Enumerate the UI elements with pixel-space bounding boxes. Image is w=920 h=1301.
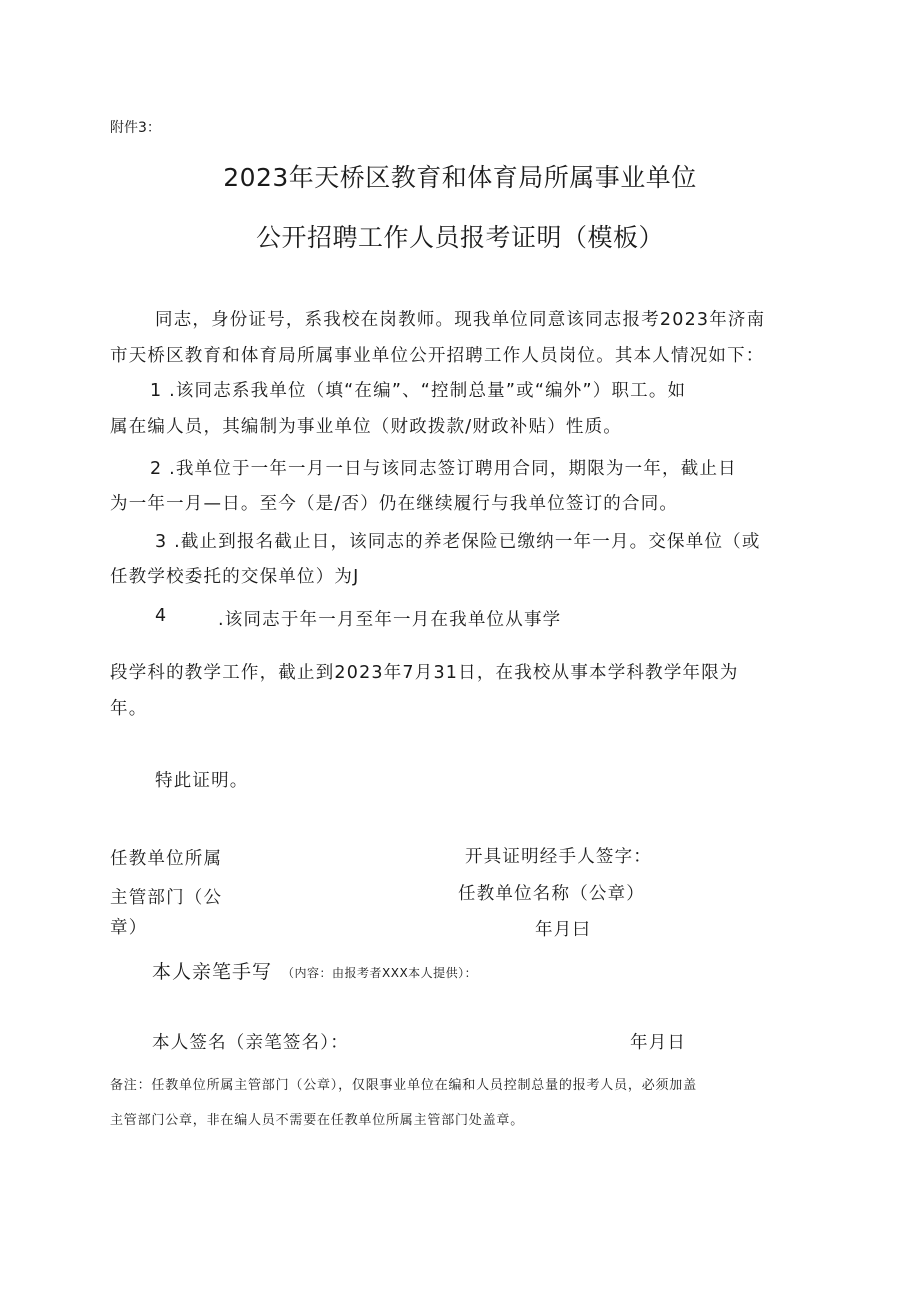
item3-line2: 任教学校委托的交保单位）为J <box>110 567 360 587</box>
self-signature-label: 本人签名（亲笔签名）： <box>152 1033 349 1053</box>
item1-line2: 属在编人员，其编制为事业单位（财政拨款/财政补贴）性质。 <box>110 417 622 437</box>
handwrite-note: （内容：由报考者XXX本人提供）： <box>282 966 478 980</box>
remark-line1: 备注：任教单位所属主管部门（公章），仅限事业单位在编和人员控制总量的报考人员，必须加盖 <box>110 1078 697 1093</box>
intro-line2: 市天桥区教育和体育局所属事业单位公开招聘工作人员岗位。其本人情况如下： <box>110 346 765 366</box>
dept-label-line3: 章） <box>110 918 148 938</box>
item3-line1: 3 .截止到报名截止日，该同志的养老保险已缴纳一年一月。交保单位（或 <box>155 532 761 552</box>
item1-line1: 1 .该同志系我单位（填“在编”、“控制总量”或“编外”）职工。如 <box>150 381 687 401</box>
remark-line2: 主管部门公章，非在编人员不需要在任教单位所属主管部门处盖章。 <box>110 1113 525 1128</box>
item4-line2: 段学科的教学工作，截止到2023年7月31日，在我校从事本学科教学年限为 <box>110 663 739 683</box>
document-title-line1: 2023年天桥区教育和体育局所属事业单位 <box>223 163 697 192</box>
certify-text: 特此证明。 <box>155 771 249 791</box>
handwrite-label: 本人亲笔手写 <box>152 961 273 983</box>
item2-line2: 为一年一月—日。至今（是/否）仍在继续履行与我单位签订的合同。 <box>110 494 679 514</box>
dept-label-line1: 任教单位所属 <box>110 849 223 869</box>
attachment-label: 附件3： <box>110 120 161 136</box>
document-title-line2: 公开招聘工作人员报考证明（模板） <box>255 223 664 252</box>
self-date-label: 年月日 <box>630 1033 687 1053</box>
unit-name-seal-label: 任教单位名称（公章） <box>458 884 645 904</box>
item4-line3: 年。 <box>110 699 148 719</box>
unit-date-label: 年月曰 <box>535 920 592 940</box>
dept-label-line2: 主管部门（公 <box>110 888 223 908</box>
item4-line1: .该同志于年一月至年一月在我单位从事学 <box>218 610 562 630</box>
intro-line1: 同志，身份证号，系我校在岗教师。现我单位同意该同志报考2023年济南 <box>155 310 766 330</box>
item4-number: 4 <box>155 606 168 626</box>
handler-signature-label: 开具证明经手人签字： <box>465 847 652 867</box>
item2-line1: 2 .我单位于一年一月一日与该同志签订聘用合同，期限为一年，截止日 <box>150 459 737 479</box>
